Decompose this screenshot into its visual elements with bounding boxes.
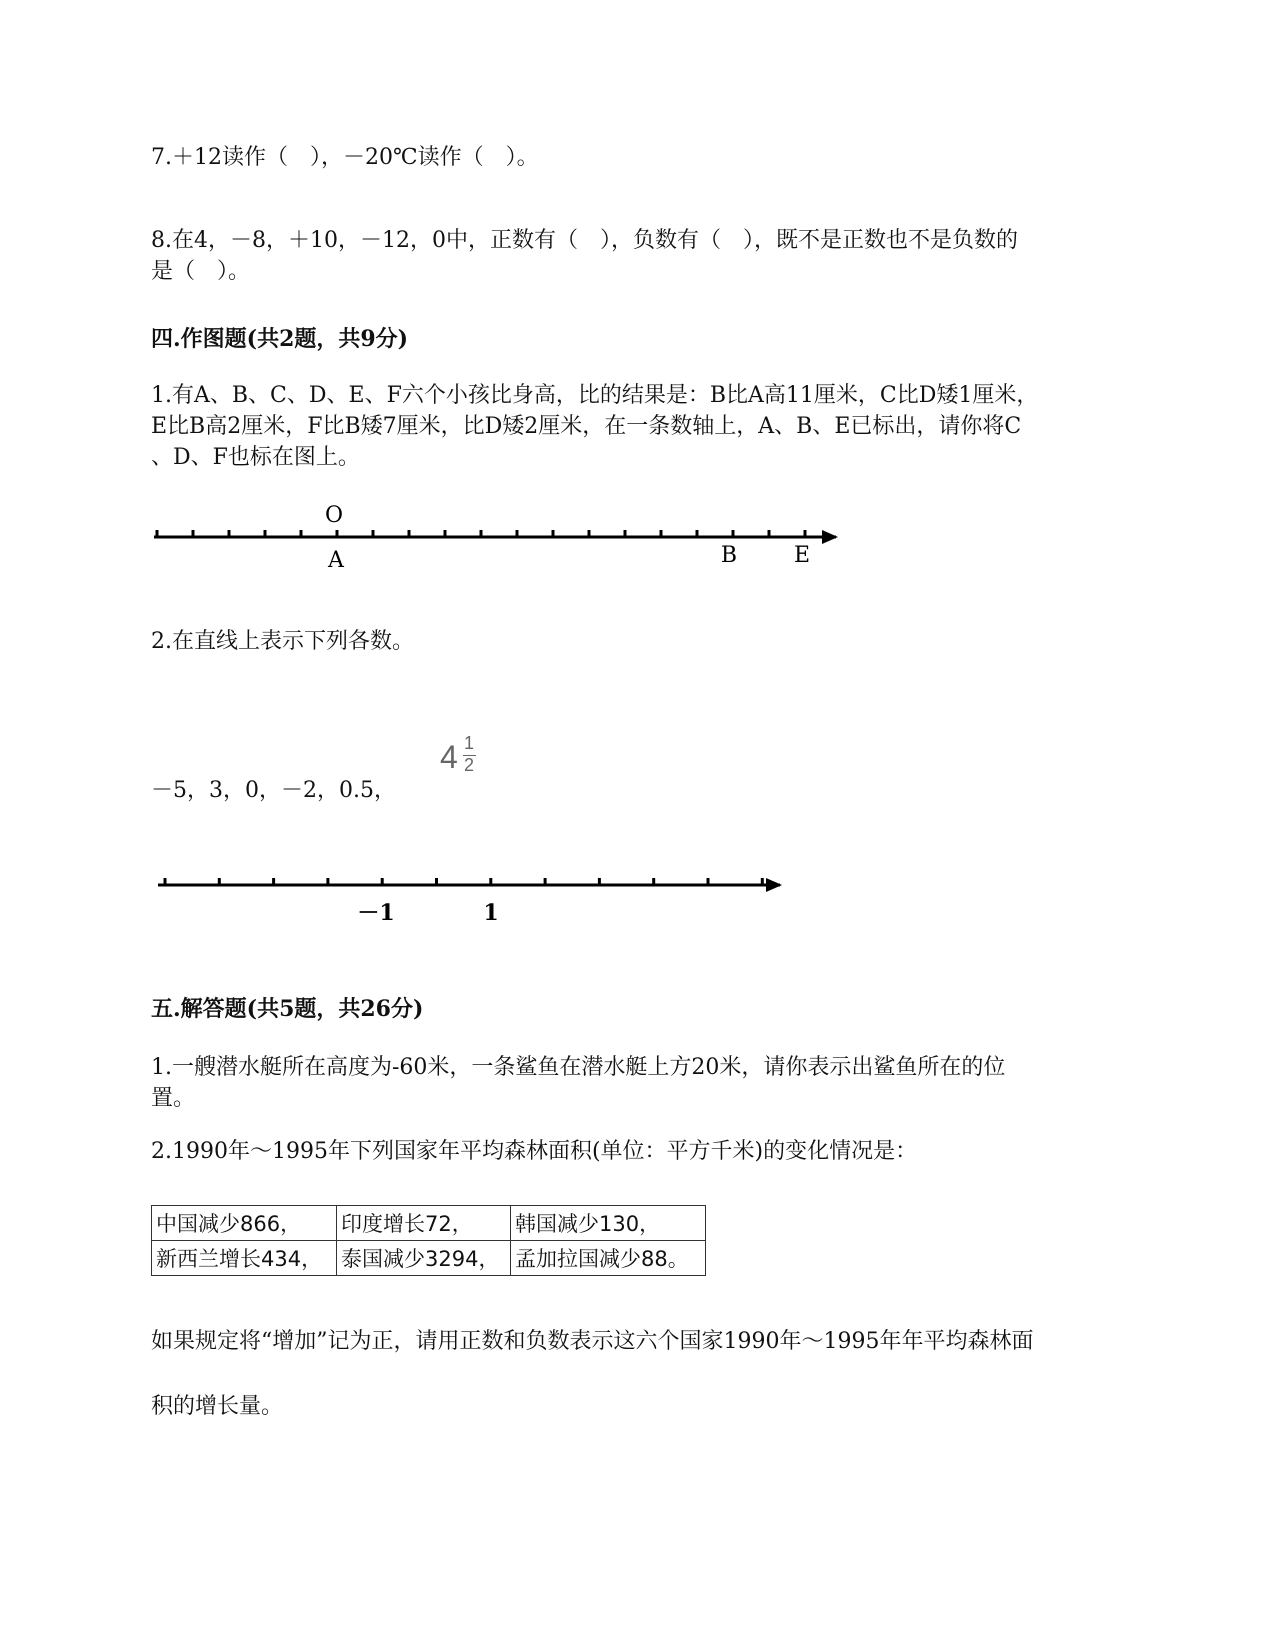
s4-question-1-line-3: 、D、F也标在图上。 bbox=[151, 445, 360, 470]
s4-question-2: 2.在直线上表示下列各数。 bbox=[151, 629, 414, 654]
table-cell: 泰国减少3294， bbox=[337, 1241, 511, 1276]
number-line-2-arrow bbox=[766, 878, 782, 892]
number-line-1 bbox=[0, 500, 1275, 590]
s4-question-1-line-1: 1.有A、B、C、D、E、F六个小孩比身高，比的结果是：B比A高11厘米，C比D矮1厘米， bbox=[151, 383, 1039, 408]
number-line-2 bbox=[0, 850, 1275, 930]
section-5-heading: 五.解答题(共5题，共26分) bbox=[151, 996, 424, 1022]
tick-label-1: 1 bbox=[483, 900, 499, 926]
point-e-label: E bbox=[793, 543, 811, 568]
s4-question-1-line-2: E比B高2厘米，F比B矮7厘米，比D矮2厘米，在一条数轴上，A、B、E已标出，请你将C bbox=[151, 414, 1022, 439]
fraction-whole: 4 bbox=[440, 739, 458, 775]
question-8-line-2: 是（ ）。 bbox=[151, 259, 251, 284]
table-row bbox=[152, 1241, 706, 1276]
fraction-numerator: 1 bbox=[464, 733, 475, 753]
question-8-line-1: 8.在4，－8，＋10，－12，0中，正数有（ ），负数有（ ），既不是正数也不是负数的 bbox=[151, 228, 1018, 253]
s5-question-1-line-2: 置。 bbox=[151, 1086, 196, 1111]
s5-question-2-after-line-2: 积的增长量。 bbox=[151, 1394, 284, 1419]
s5-question-2-after-line-1: 如果规定将“增加”记为正，请用正数和负数表示这六个国家1990年～1995年年平均森林面 bbox=[151, 1329, 1034, 1354]
table-cell: 中国减少866， bbox=[152, 1206, 337, 1241]
point-a-label: A bbox=[328, 548, 344, 573]
point-b-label: B bbox=[720, 543, 738, 568]
number-line-1-arrow bbox=[822, 530, 838, 544]
question-7: 7.＋12读作（ ），－20℃读作（ ）。 bbox=[151, 145, 539, 170]
table-row bbox=[152, 1206, 706, 1241]
table-cell: 韩国减少130， bbox=[511, 1206, 706, 1241]
origin-label: O bbox=[324, 503, 344, 528]
section-4-heading: 四.作图题(共2题，共9分) bbox=[151, 326, 409, 352]
table-cell: 新西兰增长434， bbox=[152, 1241, 337, 1276]
numbers-list: －5，3，0，－2，0.5， bbox=[151, 778, 396, 803]
fraction-denominator: 2 bbox=[464, 755, 475, 775]
forest-change-table bbox=[151, 1205, 706, 1276]
table-cell: 印度增长72， bbox=[337, 1206, 511, 1241]
s5-question-2: 2.1990年～1995年下列国家年平均森林面积(单位：平方千米)的变化情况是： bbox=[151, 1139, 918, 1164]
s5-question-1-line-1: 1.一艘潜水艇所在高度为-60米，一条鲨鱼在潜水艇上方20米，请你表示出鲨鱼所在的位 bbox=[151, 1055, 1006, 1080]
table-cell: 孟加拉国减少88。 bbox=[511, 1241, 706, 1276]
tick-label-minus-1: －1 bbox=[357, 900, 395, 926]
